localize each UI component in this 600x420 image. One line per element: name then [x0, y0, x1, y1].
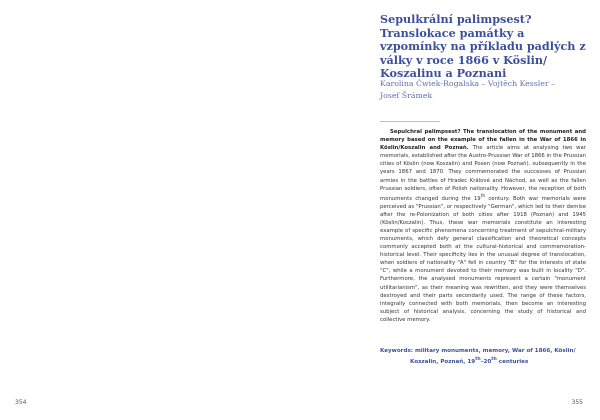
authors-line-1: Karolina Ćwiek-Rogalska – Vojtěch Kessler –	[380, 79, 556, 88]
keywords	[380, 347, 586, 366]
keywords-line-2-pre: Koszalin, Poznań, 19	[410, 358, 476, 365]
keywords-line-1: Keywords: military monuments, memory, War of 1866, Köslin/	[380, 348, 576, 354]
left-page-number: 354	[15, 399, 27, 406]
abstract-text-2: century. Both war memorials were perceived as "Prussian", or respectively "German", which led to their demise after the re-Polonization of both cities after 1918 (Poznań) and 1945 (Köslin/Koszalin). Thus, these war memorials constitute an interesting example of specific phenomena concerning treatment of sepulchral-military monuments, which defy general classification and theoretical concepts commonly accepted both at the cultural-historical and commemoration-historical level. Their specificity lies in the unusual degree of translocation, when soldiers of nationality "A" fell in country "B" for the interests of state "C", while a monument devoted to their memory was built in locality "D". Furthermore, the analysed monuments represent a certain "monument utilitarianism", as their meaning was rewritten, and they were themselves destroyed and their parts secondarily used. The range of these factors, integrally connected with both memorials, then become an interesting subject of historical analysis, concerning the study of historical and collective memory.	[380, 195, 586, 323]
article-title: Sepulkrální palimpsest? Translokace památky a vzpomínky na příkladu padlých z války v roce 1866 v Köslin/ Koszalinu a Poznani	[380, 12, 586, 81]
right-page-number: 355	[571, 399, 583, 406]
keywords-line-2-post: centuries	[496, 358, 529, 365]
keywords-line-2-mid: –20	[480, 358, 492, 365]
keywords-sup-b: th	[491, 356, 497, 362]
abstract-sup: th	[480, 193, 486, 199]
abstract-lead: Sepulchral palimpsest? The translocation of the monument and memory based on the example of the fallen in the War of 1866 in Köslin/Koszalin and Poznań.	[380, 129, 586, 152]
divider	[380, 121, 440, 122]
abstract-text-1: The article aims at analysing two war memorials, established after the Austro-Prussian War of 1866 in the Prussian cities of Köslin (now Koszalin) and Posen (now Poznań), subsequently in the years 1867 and 1870. They commemorated the successes of Prussian armies in the battles of Hradec Králové and Náchod, as well as the fallen Prussian soldiers, often of Polish nationality. However, the reception of both monuments changed during the 19	[380, 145, 586, 202]
authors-line-2: Josef Šrámek	[380, 90, 433, 100]
article-authors	[380, 78, 580, 101]
keywords-line-2	[380, 356, 586, 366]
keywords-sup-a: th	[475, 356, 481, 362]
abstract	[380, 128, 586, 324]
